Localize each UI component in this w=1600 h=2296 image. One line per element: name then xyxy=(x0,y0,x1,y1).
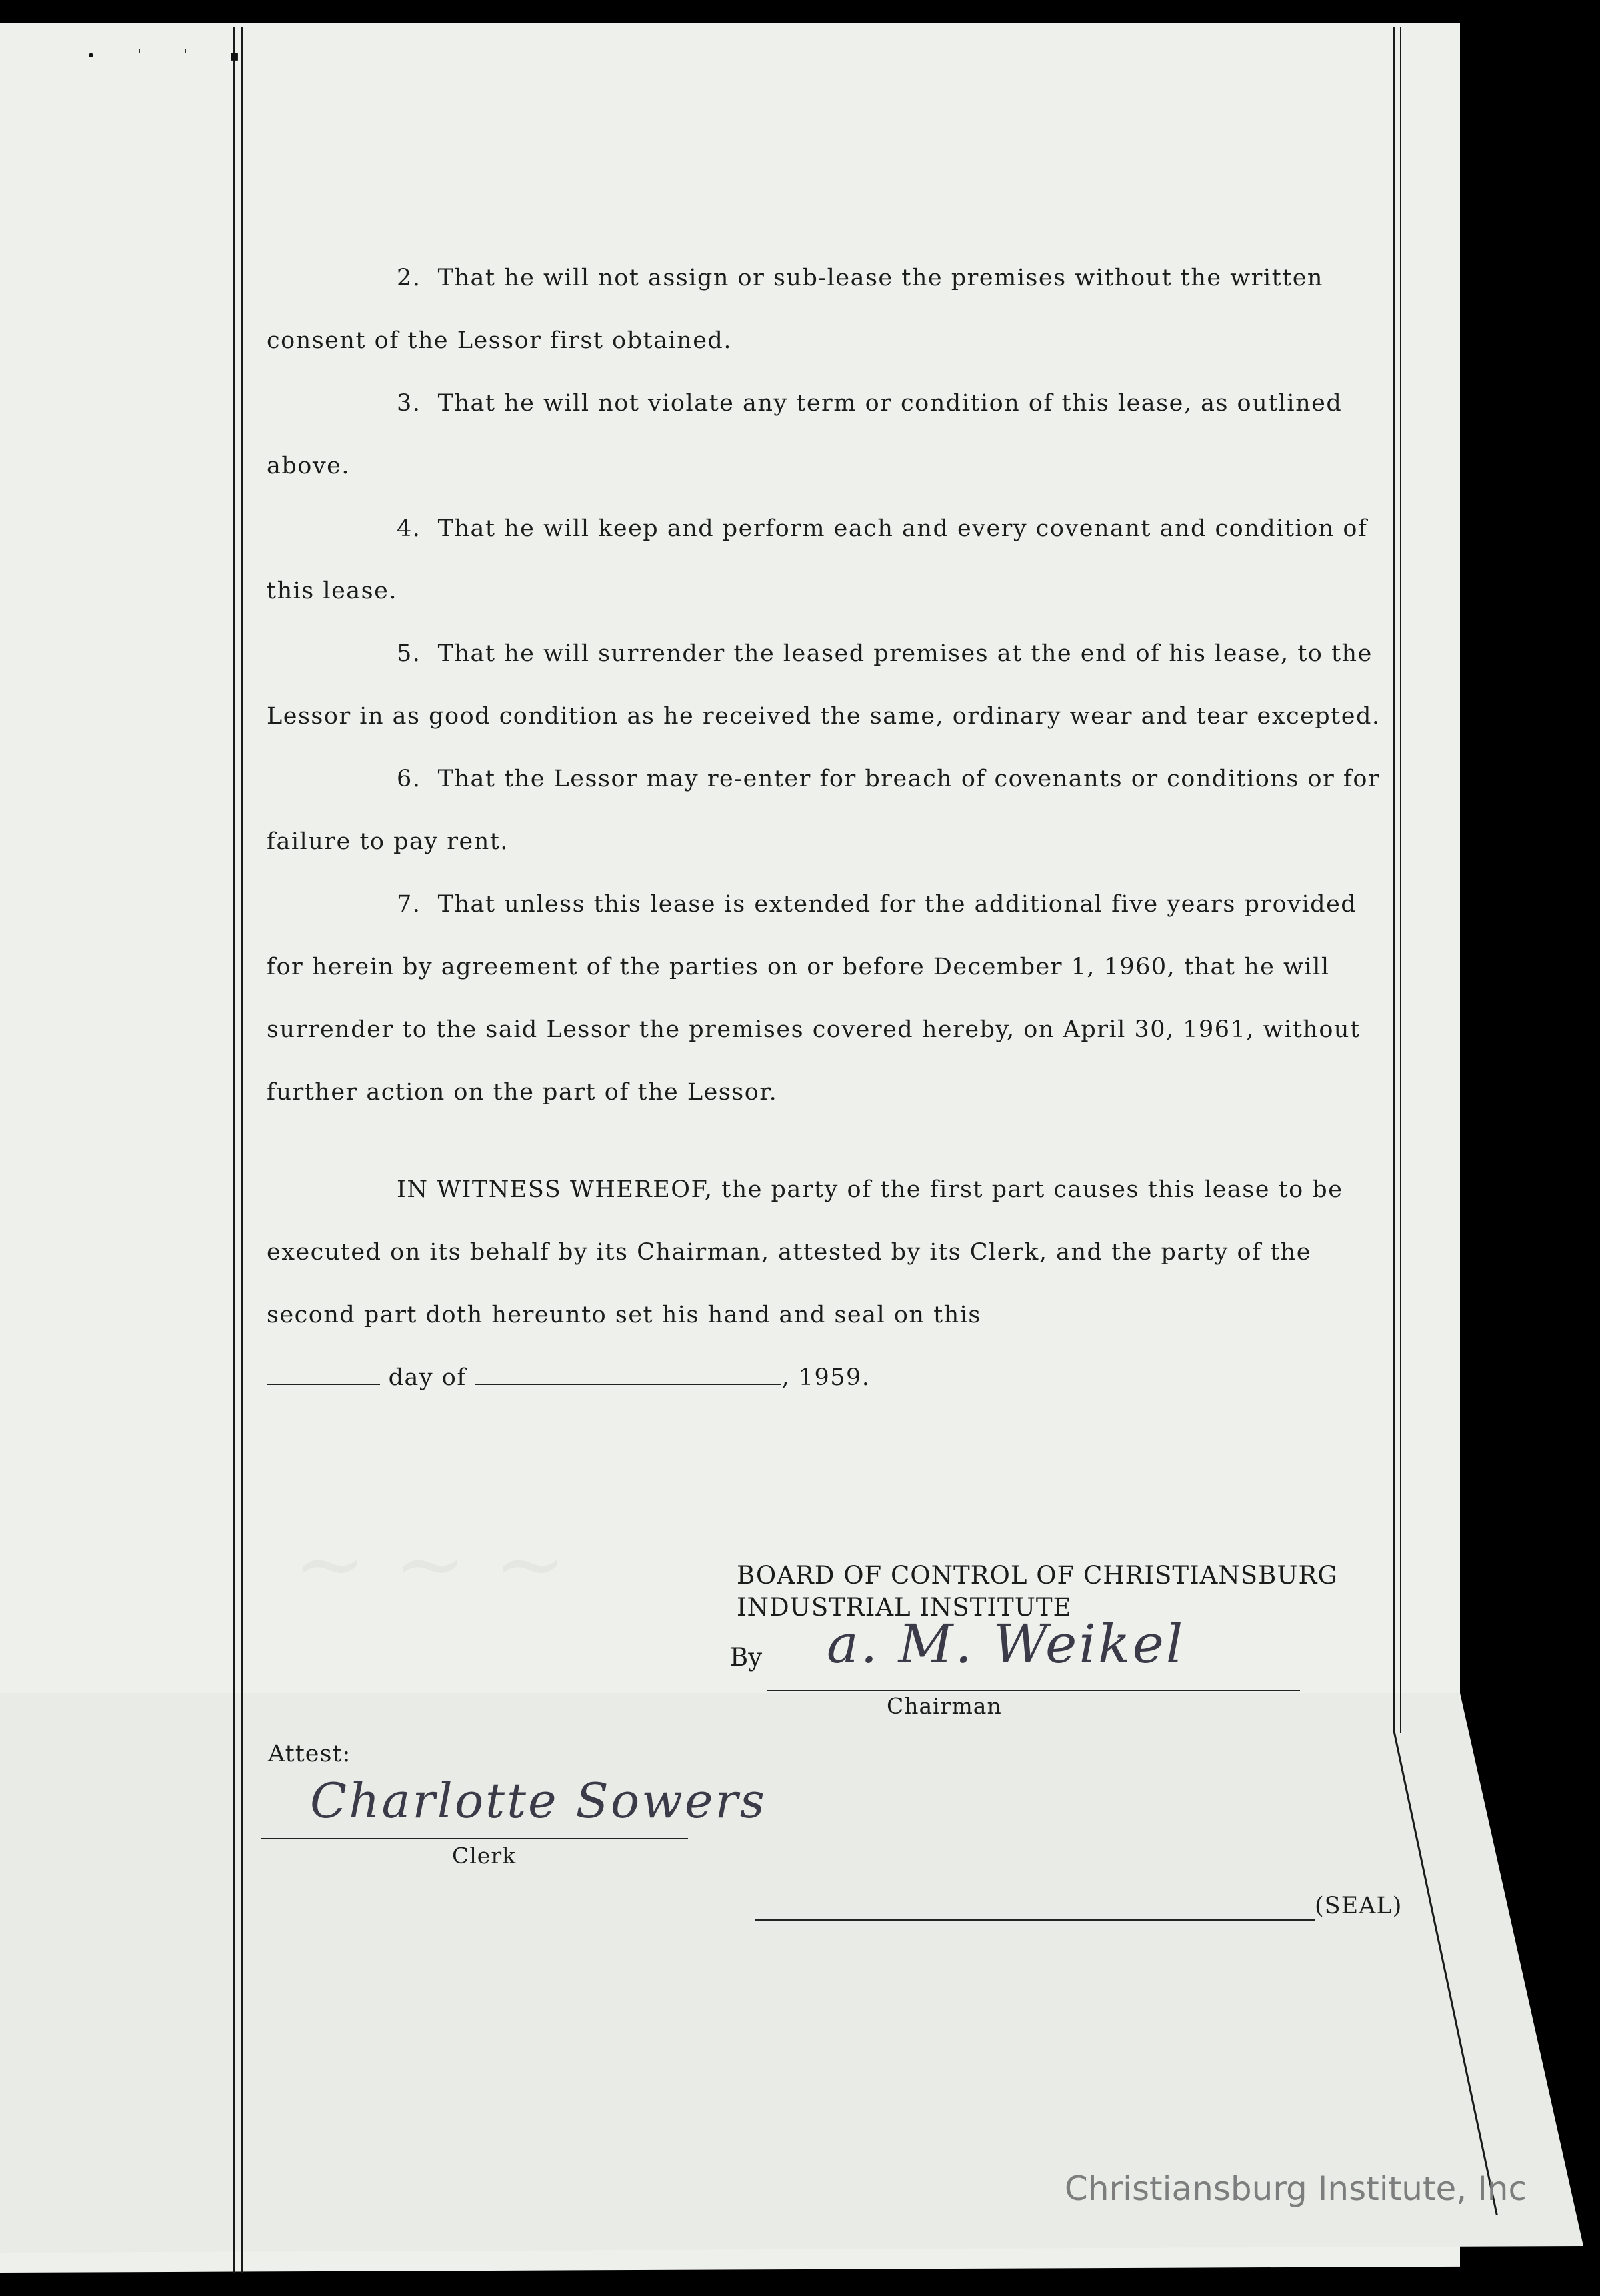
bleed-through-mark: ~ ~ ~ xyxy=(293,1513,567,1614)
left-margin-rule-inner xyxy=(241,27,243,2273)
attest-label: Attest: xyxy=(268,1741,351,1767)
seal-signature-line xyxy=(755,1919,1315,1921)
clause-7: 7. That unless this lease is extended for the additional five years provided for herein by agreement of the parties on or before December 1, 1960, that he will surrender to the said Lessor the premises covered hereby, on April 30, 1961, without further action on the part of the Lessor. xyxy=(267,891,1361,1106)
clause-3: 3. That he will not violate any term or condition of this lease, as outlined above. xyxy=(267,390,1343,479)
watermark: Christiansburg Institute, Inc xyxy=(1064,2169,1527,2208)
board-line-2: INDUSTRIAL INSTITUTE xyxy=(737,1593,1072,1622)
chairman-signature: a. M. Weikel xyxy=(827,1613,1185,1675)
clerk-signature: Charlotte Sowers xyxy=(310,1773,767,1829)
clause-4: 4. That he will keep and perform each and every covenant and condition of this lease. xyxy=(267,515,1368,604)
clerk-label: Clerk xyxy=(452,1843,517,1869)
lease-body xyxy=(267,247,1400,1409)
by-label: By xyxy=(730,1643,763,1672)
clerk-signature-line xyxy=(261,1838,688,1839)
left-margin-rule-outer xyxy=(233,27,235,2273)
clause-2: 2. That he will not assign or sub-lease the premises without the written consent of the Lessor first obtained. xyxy=(267,265,1323,354)
board-line-1: BOARD OF CONTROL OF CHRISTIANSBURG xyxy=(737,1561,1338,1590)
day-blank xyxy=(267,1361,380,1385)
chairman-label: Chairman xyxy=(887,1693,1002,1719)
clause-6: 6. That the Lessor may re-enter for breach of covenants or conditions or for failure to pay rent. xyxy=(267,766,1381,855)
punch-marks: • ˈ ˈ ▪ xyxy=(87,48,258,65)
chairman-signature-line xyxy=(767,1690,1300,1691)
witness-clause: IN WITNESS WHEREOF, the party of the first part causes this lease to be executed on its behalf by its Chairman, attested by its Clerk, and the party of the second part doth hereunto set his hand and seal on this xyxy=(267,1176,1343,1328)
right-margin-rule-inner xyxy=(1400,27,1401,1733)
clause-5: 5. That he will surrender the leased premises at the end of his lease, to the Lessor in as good condition as he received the same, ordinary wear and tear excepted. xyxy=(267,640,1381,730)
seal-label: (SEAL) xyxy=(1315,1893,1403,1919)
date-line: day of , 1959. xyxy=(267,1346,1400,1409)
month-blank xyxy=(475,1361,781,1385)
